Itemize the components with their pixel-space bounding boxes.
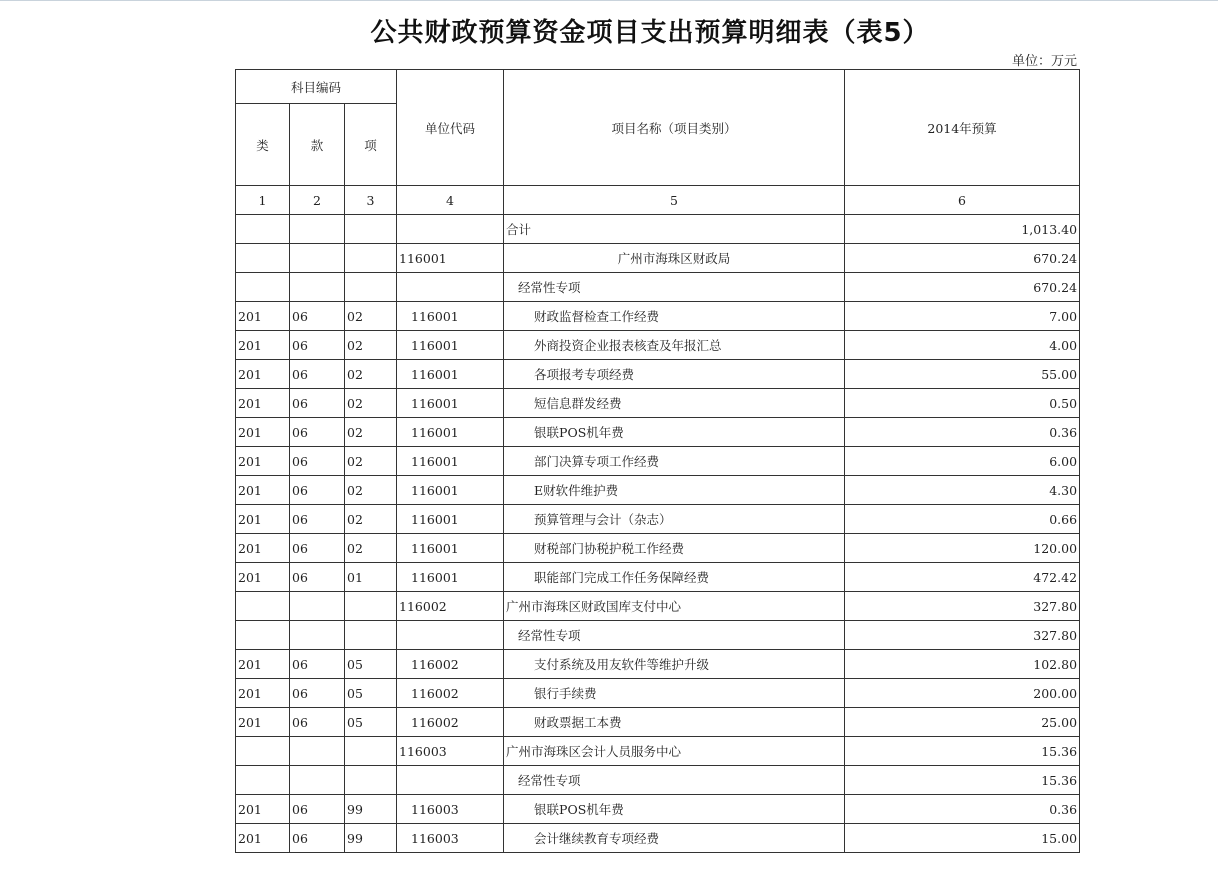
- xiang-cell: 02: [345, 447, 397, 476]
- amount-cell: 670.24: [845, 273, 1080, 302]
- unit-code-cell: 116001: [397, 360, 504, 389]
- table-row: [236, 534, 1080, 563]
- unit-code-cell: 116003: [397, 795, 504, 824]
- lei-cell: 201: [236, 360, 290, 389]
- table-row: [236, 621, 1080, 650]
- kuan-cell: [290, 766, 345, 795]
- amount-cell: 200.00: [845, 679, 1080, 708]
- table-row: [236, 679, 1080, 708]
- project-name-cell: 财政票据工本费: [504, 708, 845, 737]
- unit-code-cell: 116001: [397, 389, 504, 418]
- amount-cell: 102.80: [845, 650, 1080, 679]
- budget-table: [235, 69, 1080, 853]
- kuan-cell: 06: [290, 650, 345, 679]
- xiang-cell: 02: [345, 505, 397, 534]
- amount-cell: 55.00: [845, 360, 1080, 389]
- amount-cell: 0.50: [845, 389, 1080, 418]
- subject-code-header: 科目编码: [236, 70, 397, 104]
- unit-code-cell: [397, 273, 504, 302]
- xiang-cell: [345, 621, 397, 650]
- amount-cell: 25.00: [845, 708, 1080, 737]
- unit-code-cell: 116003: [397, 824, 504, 853]
- kuan-cell: 06: [290, 505, 345, 534]
- unit-code-cell: [397, 215, 504, 244]
- lei-cell: 201: [236, 505, 290, 534]
- unit-code-cell: 116002: [397, 708, 504, 737]
- table-row: [236, 592, 1080, 621]
- amount-cell: 327.80: [845, 621, 1080, 650]
- table-row: [236, 331, 1080, 360]
- table-row: [236, 360, 1080, 389]
- table-row: [236, 563, 1080, 592]
- lei-cell: [236, 215, 290, 244]
- table-row: [236, 505, 1080, 534]
- top-border-line: [0, 0, 1218, 1]
- xiang-cell: [345, 737, 397, 766]
- amount-cell: 15.36: [845, 766, 1080, 795]
- xiang-header: 项: [345, 104, 397, 186]
- amount-cell: 15.00: [845, 824, 1080, 853]
- col-number: 6: [845, 186, 1080, 215]
- lei-cell: [236, 244, 290, 273]
- xiang-cell: 02: [345, 389, 397, 418]
- amount-cell: 7.00: [845, 302, 1080, 331]
- col-number: 1: [236, 186, 290, 215]
- project-name-cell: 银联POS机年费: [504, 795, 845, 824]
- xiang-cell: 05: [345, 679, 397, 708]
- lei-cell: 201: [236, 331, 290, 360]
- project-name-cell: 经常性专项: [504, 273, 845, 302]
- lei-cell: 201: [236, 708, 290, 737]
- kuan-cell: 06: [290, 476, 345, 505]
- unit-code-cell: 116001: [397, 476, 504, 505]
- project-name-cell: 各项报考专项经费: [504, 360, 845, 389]
- lei-cell: [236, 766, 290, 795]
- table-row: [236, 737, 1080, 766]
- amount-cell: 120.00: [845, 534, 1080, 563]
- xiang-cell: 02: [345, 331, 397, 360]
- xiang-cell: 02: [345, 360, 397, 389]
- project-name-cell: E财软件维护费: [504, 476, 845, 505]
- unit-code-cell: 116003: [397, 737, 504, 766]
- unit-code-cell: 116001: [397, 563, 504, 592]
- budget-2014-header: 2014年预算: [845, 70, 1080, 186]
- kuan-cell: 06: [290, 824, 345, 853]
- project-name-cell: 银联POS机年费: [504, 418, 845, 447]
- amount-cell: 670.24: [845, 244, 1080, 273]
- lei-cell: 201: [236, 679, 290, 708]
- unit-code-cell: [397, 766, 504, 795]
- lei-cell: 201: [236, 534, 290, 563]
- lei-cell: 201: [236, 418, 290, 447]
- unit-code-cell: 116002: [397, 650, 504, 679]
- amount-cell: 472.42: [845, 563, 1080, 592]
- xiang-cell: 99: [345, 795, 397, 824]
- lei-cell: 201: [236, 447, 290, 476]
- kuan-cell: 06: [290, 534, 345, 563]
- table-body: [236, 215, 1080, 853]
- amount-cell: 4.00: [845, 331, 1080, 360]
- xiang-cell: 01: [345, 563, 397, 592]
- project-name-header: 项目名称（项目类别）: [504, 70, 845, 186]
- unit-code-cell: 116001: [397, 447, 504, 476]
- unit-code-header: 单位代码: [397, 70, 504, 186]
- project-name-cell: 短信息群发经费: [504, 389, 845, 418]
- xiang-cell: 02: [345, 302, 397, 331]
- unit-code-cell: [397, 621, 504, 650]
- lei-cell: [236, 737, 290, 766]
- project-name-cell: 广州市海珠区财政局: [504, 244, 845, 273]
- xiang-cell: 99: [345, 824, 397, 853]
- project-name-cell: 经常性专项: [504, 621, 845, 650]
- xiang-cell: [345, 766, 397, 795]
- lei-header: 类: [236, 104, 290, 186]
- table-row: [236, 824, 1080, 853]
- amount-cell: 15.36: [845, 737, 1080, 766]
- kuan-cell: [290, 244, 345, 273]
- project-name-cell: 银行手续费: [504, 679, 845, 708]
- table-row: [236, 244, 1080, 273]
- table-row: [236, 215, 1080, 244]
- kuan-cell: 06: [290, 360, 345, 389]
- col-number: 2: [290, 186, 345, 215]
- xiang-cell: 02: [345, 476, 397, 505]
- kuan-cell: [290, 592, 345, 621]
- kuan-cell: 06: [290, 708, 345, 737]
- kuan-cell: 06: [290, 795, 345, 824]
- lei-cell: 201: [236, 650, 290, 679]
- project-name-cell: 会计继续教育专项经费: [504, 824, 845, 853]
- table-row: [236, 795, 1080, 824]
- table-row: [236, 302, 1080, 331]
- lei-cell: [236, 621, 290, 650]
- unit-code-cell: 116001: [397, 302, 504, 331]
- table-row: [236, 650, 1080, 679]
- kuan-cell: [290, 215, 345, 244]
- kuan-cell: [290, 273, 345, 302]
- amount-cell: 4.30: [845, 476, 1080, 505]
- col-number: 3: [345, 186, 397, 215]
- table-row: [236, 708, 1080, 737]
- kuan-cell: 06: [290, 331, 345, 360]
- project-name-cell: 经常性专项: [504, 766, 845, 795]
- unit-code-cell: 116001: [397, 244, 504, 273]
- amount-cell: 1,013.40: [845, 215, 1080, 244]
- unit-code-cell: 116001: [397, 534, 504, 563]
- lei-cell: 201: [236, 563, 290, 592]
- amount-cell: 0.36: [845, 418, 1080, 447]
- project-name-cell: 支付系统及用友软件等维护升级: [504, 650, 845, 679]
- amount-cell: 0.36: [845, 795, 1080, 824]
- lei-cell: 201: [236, 302, 290, 331]
- page-title: 公共财政预算资金项目支出预算明细表（表5）: [370, 18, 930, 48]
- project-name-cell: 广州市海珠区会计人员服务中心: [504, 737, 845, 766]
- kuan-cell: 06: [290, 418, 345, 447]
- lei-cell: 201: [236, 476, 290, 505]
- kuan-header: 款: [290, 104, 345, 186]
- project-name-cell: 合计: [504, 215, 845, 244]
- table-row: [236, 273, 1080, 302]
- amount-cell: 327.80: [845, 592, 1080, 621]
- project-name-cell: 预算管理与会计（杂志）: [504, 505, 845, 534]
- amount-cell: 0.66: [845, 505, 1080, 534]
- amount-cell: 6.00: [845, 447, 1080, 476]
- table-row: [236, 447, 1080, 476]
- project-name-cell: 财税部门协税护税工作经费: [504, 534, 845, 563]
- unit-code-cell: 116001: [397, 418, 504, 447]
- xiang-cell: [345, 215, 397, 244]
- lei-cell: [236, 273, 290, 302]
- unit-code-cell: 116001: [397, 505, 504, 534]
- table-row: [236, 389, 1080, 418]
- lei-cell: [236, 592, 290, 621]
- col-number: 4: [397, 186, 504, 215]
- project-name-cell: 财政监督检查工作经费: [504, 302, 845, 331]
- unit-label: 单位：万元: [1011, 54, 1077, 69]
- project-name-cell: 职能部门完成工作任务保障经费: [504, 563, 845, 592]
- kuan-cell: 06: [290, 447, 345, 476]
- project-name-cell: 外商投资企业报表核查及年报汇总: [504, 331, 845, 360]
- xiang-cell: 02: [345, 418, 397, 447]
- kuan-cell: 06: [290, 679, 345, 708]
- project-name-cell: 广州市海珠区财政国库支付中心: [504, 592, 845, 621]
- lei-cell: 201: [236, 824, 290, 853]
- table-header: [236, 70, 1080, 215]
- column-number-row: [236, 186, 1080, 215]
- lei-cell: 201: [236, 795, 290, 824]
- unit-code-cell: 116002: [397, 592, 504, 621]
- xiang-cell: 02: [345, 534, 397, 563]
- table-row: [236, 766, 1080, 795]
- xiang-cell: [345, 273, 397, 302]
- xiang-cell: [345, 592, 397, 621]
- xiang-cell: 05: [345, 650, 397, 679]
- kuan-cell: [290, 737, 345, 766]
- lei-cell: 201: [236, 389, 290, 418]
- xiang-cell: 05: [345, 708, 397, 737]
- kuan-cell: 06: [290, 389, 345, 418]
- xiang-cell: [345, 244, 397, 273]
- kuan-cell: 06: [290, 302, 345, 331]
- project-name-cell: 部门决算专项工作经费: [504, 447, 845, 476]
- kuan-cell: 06: [290, 563, 345, 592]
- unit-code-cell: 116001: [397, 331, 504, 360]
- table-row: [236, 476, 1080, 505]
- col-number: 5: [504, 186, 845, 215]
- kuan-cell: [290, 621, 345, 650]
- table-row: [236, 418, 1080, 447]
- unit-code-cell: 116002: [397, 679, 504, 708]
